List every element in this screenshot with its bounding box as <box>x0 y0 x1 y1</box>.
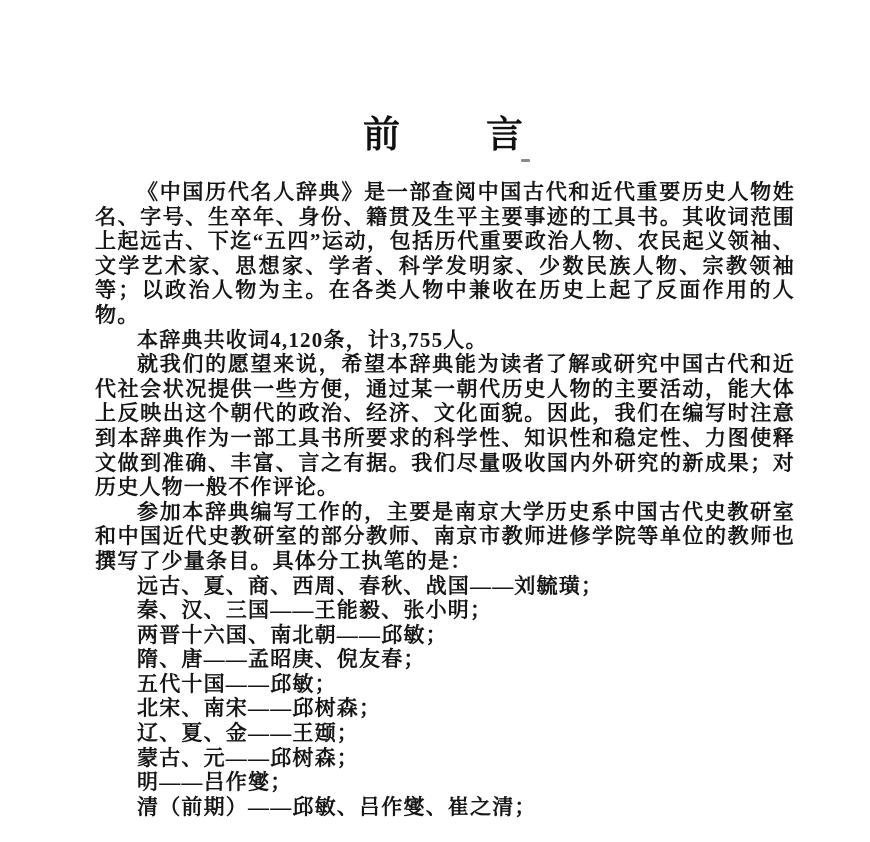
assignment-line-liao-xia-jin: 辽、夏、金——王颋； <box>137 721 359 746</box>
assignment-line-mongol-yuan: 蒙古、元——邱树森； <box>137 745 359 770</box>
assignment-line-five-dynasties: 五代十国——邱敏； <box>137 671 337 696</box>
assignment-line-jin-dynasties: 两晋十六国、南北朝——邱敏； <box>137 622 448 647</box>
assignment-line-qin-han: 秦、汉、三国——王能毅、张小明； <box>137 598 493 623</box>
page-title: 前 言 <box>363 115 527 156</box>
assignment-line-sui-tang: 隋、唐——孟昭庚、倪友春； <box>137 647 426 672</box>
assignment-line-ming: 明——吕作燮； <box>137 770 293 795</box>
preface-body <box>95 180 795 819</box>
assignment-line-qing: 清（前期）——邱敏、吕作燮、崔之清； <box>137 794 537 819</box>
assignment-line-ancient: 远古、夏、商、西周、春秋、战国——刘毓璜； <box>137 573 604 598</box>
paragraph-contributors-intro: 参加本辞典编写工作的，主要是南京大学历史系中国古代史教研室和中国近代史教研室的部分教师、南京市教师进修学院等单位的教师也撰写了少量条目。具体分工执笔的是： <box>95 499 795 573</box>
assignment-line-song: 北宋、南宋——邱树森； <box>137 696 382 721</box>
paragraph-entry-count: 本辞典共收词4,120条，计3,755人。 <box>137 327 488 352</box>
scan-artifact-dash <box>521 159 530 162</box>
paragraph-introduction: 《中国历代名人辞典》是一部查阅中国古代和近代重要历史人物姓名、字号、生卒年、身份、籍贯及生平主要事迹的工具书。其收词范围上起远古、下迄“五四”运动，包括历代重要政治人物、农民起义领袖、文学艺术家、思想家、学者、科学发明家、少数民族人物、宗教领袖等；以政治人物为主。在各类人物中兼收在历史上起了反面作用的人物。 <box>95 180 795 327</box>
paragraph-purpose: 就我们的愿望来说，希望本辞典能为读者了解或研究中国古代和近代社会状况提供一些方便，通过某一朝代历史人物的主要活动，能大体上反映出这个朝代的政治、经济、文化面貌。因此，我们在编写时注意到本辞典作为一部工具书所要求的科学性、知识性和稳定性、力图使释文做到准确、丰富、言之有据。我们尽量吸收国内外研究的新成果；对历史人物一般不作评论。 <box>95 352 795 500</box>
